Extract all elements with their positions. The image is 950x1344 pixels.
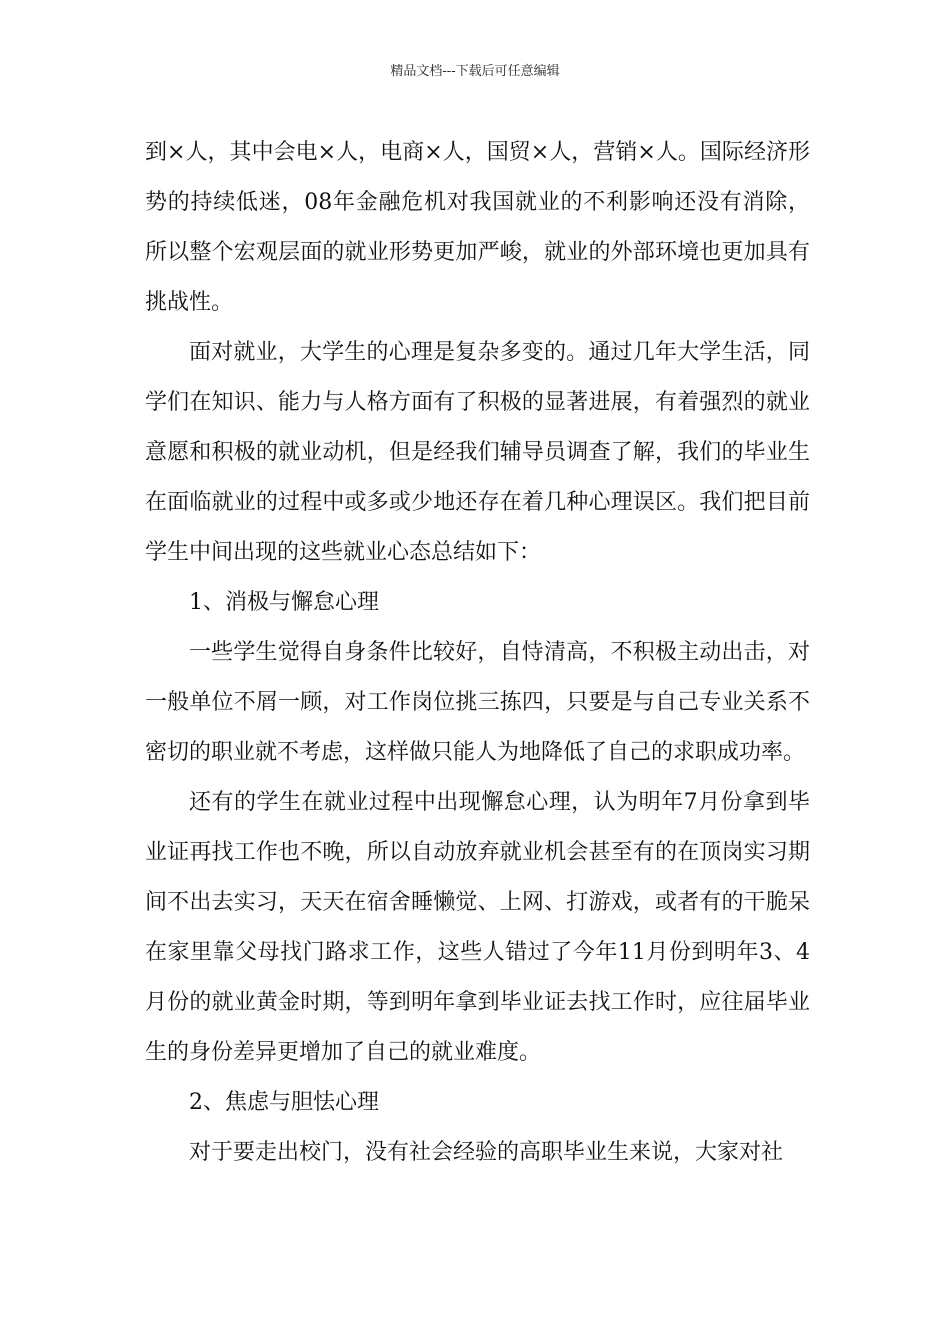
paragraph-continuation: 到×人，其中会电×人，电商×人，国贸×人，营销×人。国际经济形势的持续低迷，08年金融危机对我国就业的不利影响还没有消除，所以整个宏观层面的就业形势更加严峻，就业的外部环境也更加具有挑战性。 — [145, 140, 810, 315]
document-body — [145, 128, 810, 1178]
paragraph: 对于要走出校门，没有社会经验的高职毕业生来说，大家对社 — [189, 1140, 784, 1165]
paragraph: 一些学生觉得自身条件比较好，自恃清高，不积极主动出击，对一般单位不屑一顾，对工作岗位挑三拣四，只要是与自己专业关系不密切的职业就不考虑，这样做只能人为地降低了自己的求职成功率。 — [145, 640, 810, 765]
section-heading: 1、消极与懈怠心理 — [189, 590, 379, 615]
paragraph: 还有的学生在就业过程中出现懈怠心理，认为明年7月份拿到毕业证再找工作也不晚，所以自动放弃就业机会甚至有的在顶岗实习期间不出去实习，天天在宿舍睡懒觉、上网、打游戏，或者有的干脆呆在家里靠父母找门路求工作，这些人错过了今年11月份到明年3、4月份的就业黄金时期，等到明年拿到毕业证去找工作时，应往届毕业生的身份差异更增加了自己的就业难度。 — [145, 790, 810, 1065]
paragraph: 面对就业，大学生的心理是复杂多变的。通过几年大学生活，同学们在知识、能力与人格方面有了积极的显著进展，有着强烈的就业意愿和积极的就业动机，但是经我们辅导员调查了解，我们的毕业生在面临就业的过程中或多或少地还存在着几种心理误区。我们把目前学生中间出现的这些就业心态总结如下： — [145, 340, 810, 565]
page-header: 精品文档---下载后可任意编辑 — [390, 64, 560, 79]
section-heading: 2、焦虑与胆怯心理 — [189, 1090, 379, 1115]
